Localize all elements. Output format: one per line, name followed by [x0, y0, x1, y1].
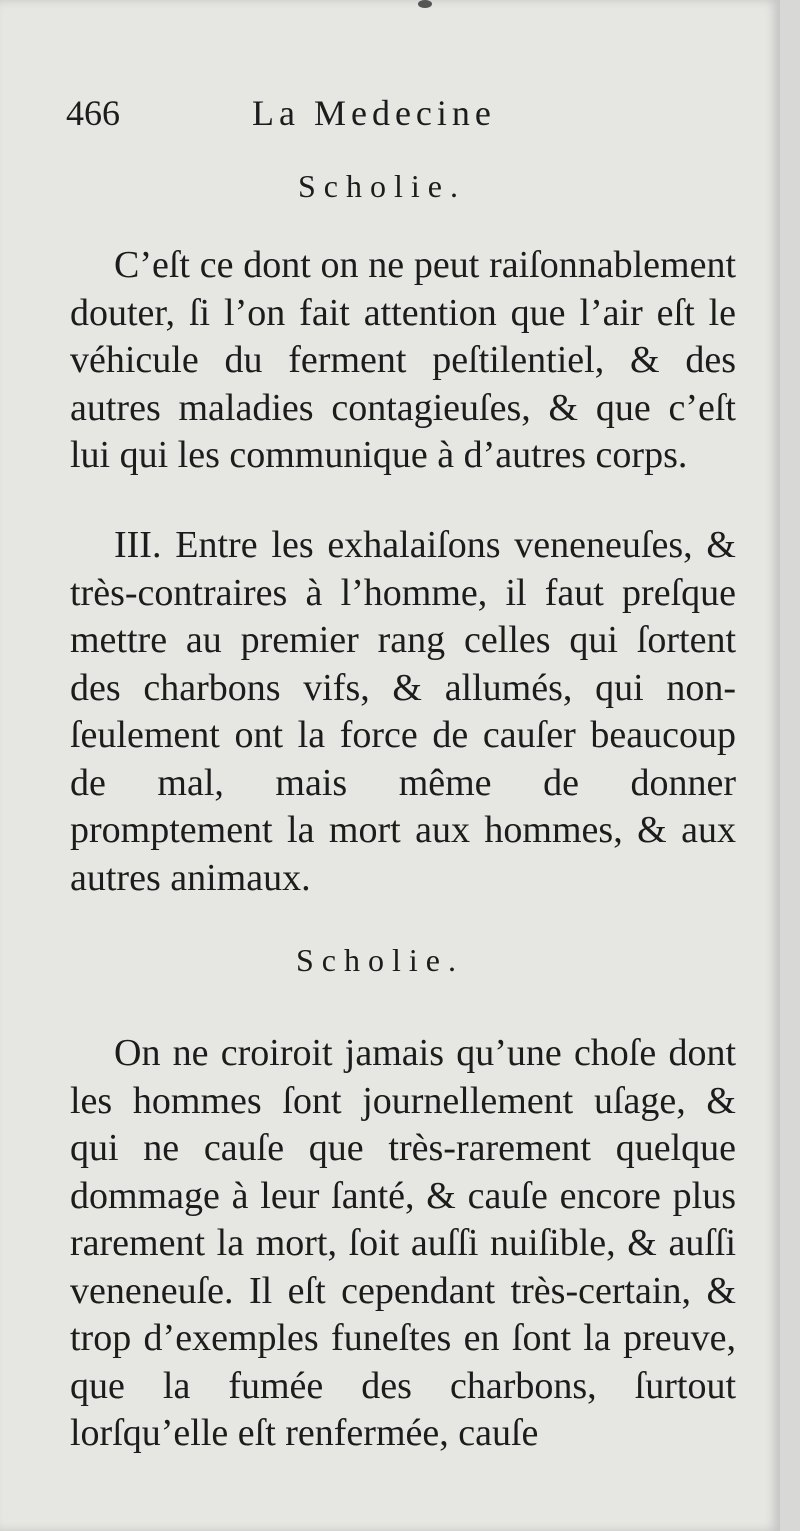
paragraph-article-iii: [70, 522, 736, 902]
section-heading-scholie-2: Scholie.: [296, 942, 464, 978]
page-header: [66, 92, 726, 152]
section-heading-scholie-1: Scholie.: [298, 168, 466, 204]
paragraph-scholie-2: [70, 1030, 736, 1458]
paragraph-text: On ne croiroit jamais qu’une choſe dont les hommes ſont journellement uſage, & qui ne cauſe que très-rarement quelque dommage à leur ſanté, & cauſe encore plus rarement la mort, ſoit auſſi nuiſible, & auſſi veneneuſe. Il eſt cependant très-certain, & trop d’exemples funeſtes en ſont la preuve, que la fumée des charbons, ſurtout lorſqu’elle eſt renfermée, cauſe: [70, 1032, 736, 1454]
page-number: 466: [66, 93, 120, 133]
paragraph-text: C’eſt ce dont on ne peut raiſonnablement douter, ſi l’on fait attention que l’air eſt le véhicule du ferment peſtilentiel, & des autres maladies contagieuſes, & que c’eſt lui qui les communique à d’autres corps.: [70, 244, 736, 476]
running-title: La Medecine: [252, 93, 496, 133]
ink-spot: [418, 0, 432, 8]
paragraph-scholie-1: [70, 242, 736, 480]
paragraph-text: III. Entre les exhalaiſons veneneuſes, & très-contraires à l’homme, il faut preſque mettre au premier rang celles qui ſortent des charbons vifs, & allumés, qui non-ſeulement ont la force de cauſer beaucoup de mal, mais même de donner promptement la mort aux hommes, & aux autres animaux.: [70, 524, 736, 899]
